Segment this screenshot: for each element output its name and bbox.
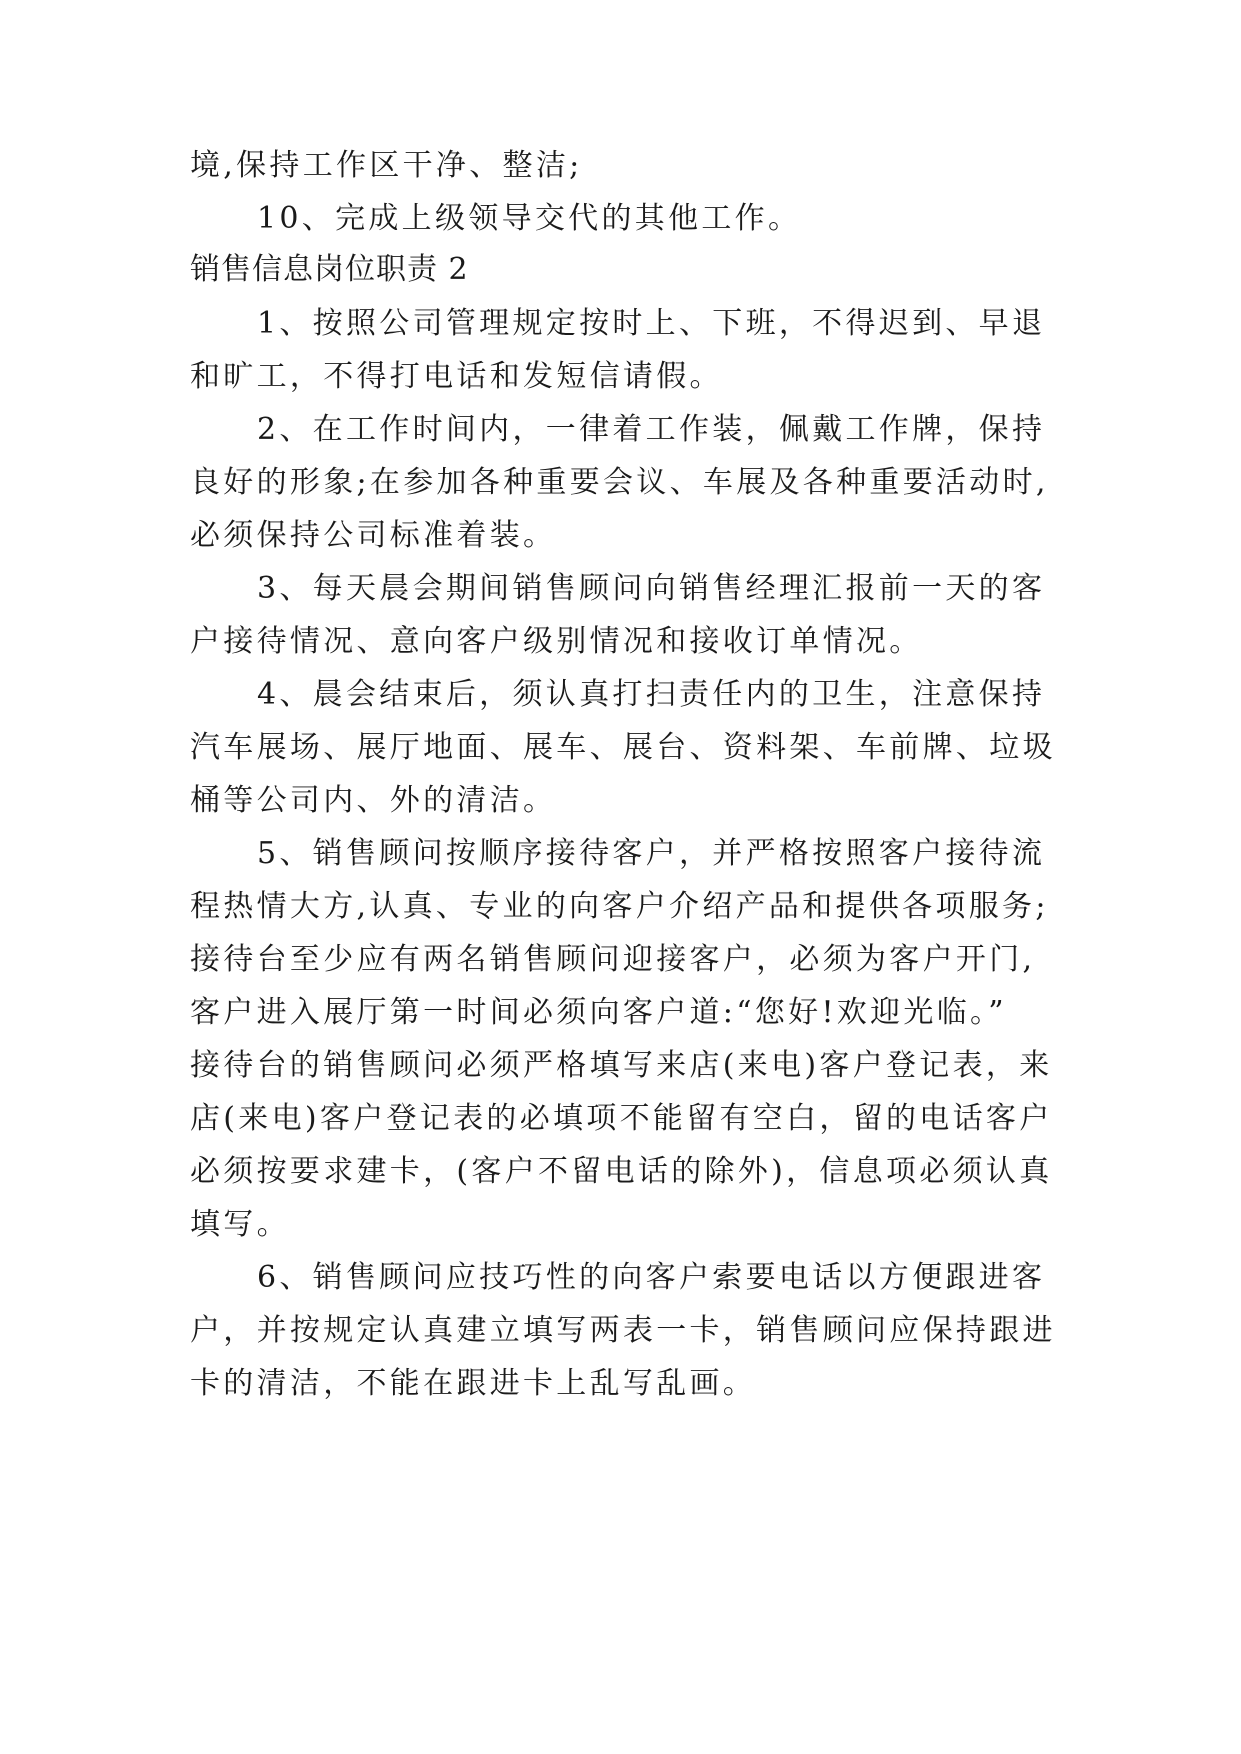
item-4-line-2: 汽车展场、展厅地面、展车、展台、资料架、车前牌、垃圾 — [190, 730, 1056, 765]
item-2-line-2: 良好的形象;在参加各种重要会议、车展及各种重要活动时, — [190, 465, 1049, 500]
item-6-line-2: 户，并按规定认真建立填写两表一卡，销售顾问应保持跟进 — [190, 1313, 1056, 1348]
item-4-line-1: 4、晨会结束后，须认真打扫责任内的卫生，注意保持 — [257, 677, 1046, 712]
item-1-line-2: 和旷工，不得打电话和发短信请假。 — [190, 359, 723, 394]
item-5-line-8: 填写。 — [190, 1207, 290, 1242]
item-4-line-3: 桶等公司内、外的清洁。 — [190, 783, 557, 818]
item-5-line-5: 接待台的销售顾问必须严格填写来店(来电)客户登记表，来 — [190, 1048, 1053, 1083]
intro-line-2: 10、完成上级领导交代的其他工作。 — [257, 201, 802, 236]
item-5-line-3: 接待台至少应有两名销售顾问迎接客户，必须为客户开门, — [190, 942, 1036, 977]
item-6-line-1: 6、销售顾问应技巧性的向客户索要电话以方便跟进客 — [257, 1260, 1046, 1295]
item-5-line-1: 5、销售顾问按顺序接待客户，并严格按照客户接待流 — [257, 836, 1046, 871]
item-3-line-1: 3、每天晨会期间销售顾问向销售经理汇报前一天的客 — [257, 571, 1046, 606]
item-5-line-4: 客户进入展厅第一时间必须向客户道:“您好!欢迎光临。” — [190, 995, 1007, 1030]
item-1-line-1: 1、按照公司管理规定按时上、下班，不得迟到、早退 — [257, 306, 1046, 341]
intro-line-1: 境,保持工作区干净、整洁; — [190, 148, 583, 183]
section-title: 销售信息岗位职责 2 — [190, 252, 469, 287]
item-2-line-1: 2、在工作时间内，一律着工作装，佩戴工作牌，保持 — [257, 412, 1046, 447]
item-3-line-2: 户接待情况、意向客户级别情况和接收订单情况。 — [190, 624, 923, 659]
item-2-line-3: 必须保持公司标准着装。 — [190, 518, 557, 553]
item-5-line-2: 程热情大方,认真、专业的向客户介绍产品和提供各项服务; — [190, 889, 1049, 924]
item-5-line-7: 必须按要求建卡，(客户不留电话的除外)，信息项必须认真 — [190, 1154, 1053, 1189]
item-6-line-3: 卡的清洁，不能在跟进卡上乱写乱画。 — [190, 1366, 757, 1401]
item-5-line-6: 店(来电)客户登记表的必填项不能留有空白，留的电话客户 — [190, 1101, 1053, 1136]
